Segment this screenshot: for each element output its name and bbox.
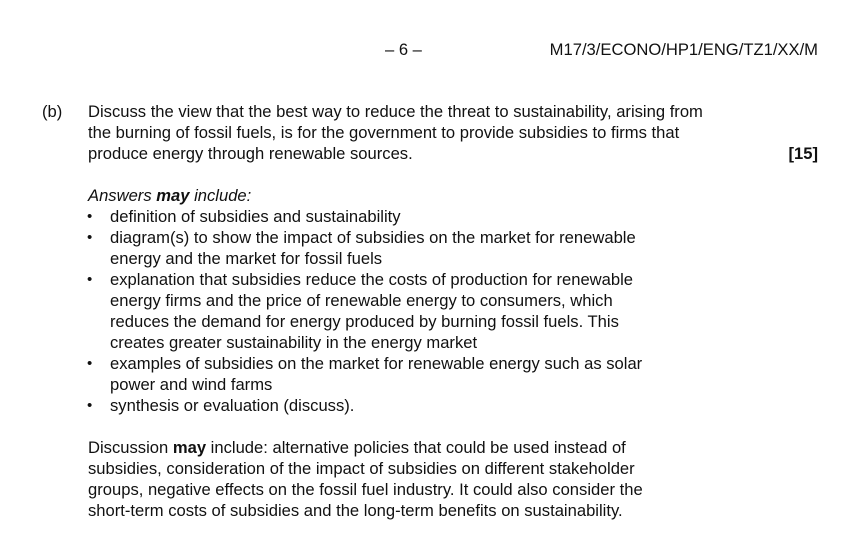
- list-item-line: power and wind farms: [110, 375, 273, 394]
- list-item-line: definition of subsidies and sustainability: [110, 207, 401, 226]
- discussion-line: groups, negative effects on the fossil fuel industry. It could also consider the: [88, 480, 643, 499]
- bullet-icon: •: [87, 229, 93, 246]
- discussion-line: [88, 437, 708, 458]
- answers-heading-post: include:: [189, 186, 252, 205]
- discussion-line: subsidies, consideration of the impact of subsidies on different stakeholder: [88, 459, 635, 478]
- bullet-icon: •: [87, 397, 93, 414]
- list-item-line: explanation that subsidies reduce the costs of production for renewable: [110, 270, 634, 289]
- list-item: [88, 269, 818, 353]
- list-item-line: diagram(s) to show the impact of subsidies on the market for renewable: [110, 228, 636, 247]
- discussion-line: short-term costs of subsidies and the long-term benefits on sustainability.: [88, 501, 623, 520]
- list-item: [88, 353, 818, 395]
- question-line: the burning of fossil fuels, is for the government to provide subsidies to firms that: [88, 123, 680, 142]
- bullet-icon: •: [87, 271, 93, 288]
- list-item: [88, 395, 818, 416]
- list-item-line: energy firms and the price of renewable energy to consumers, which: [110, 291, 613, 310]
- list-item-line: reduces the demand for energy produced by burning fossil fuels. This: [110, 312, 619, 331]
- list-item: [88, 227, 818, 269]
- page-header: [0, 39, 860, 60]
- list-item-line: examples of subsidies on the market for renewable energy such as solar: [110, 354, 643, 373]
- question-label: (b): [42, 102, 63, 121]
- answers-heading: [88, 185, 818, 206]
- bullet-icon: •: [87, 208, 93, 225]
- list-item-line: energy and the market for fossil fuels: [110, 249, 383, 268]
- list-item-line: creates greater sustainability in the energy market: [110, 333, 478, 352]
- discussion-paragraph: [88, 437, 708, 521]
- question-line: produce energy through renewable sources.: [88, 144, 413, 163]
- markscheme-content: [88, 101, 818, 521]
- marks-badge: [15]: [788, 144, 818, 163]
- discussion-pre: Discussion: [88, 438, 173, 457]
- answer-list: [88, 206, 818, 416]
- bullet-icon: •: [87, 355, 93, 372]
- page-number: – 6 –: [385, 40, 422, 59]
- paper-code: M17/3/ECONO/HP1/ENG/TZ1/XX/M: [549, 40, 818, 59]
- question-text: [88, 101, 818, 164]
- list-item-line: synthesis or evaluation (discuss).: [110, 396, 355, 415]
- discussion-emphasis: may: [172, 438, 207, 457]
- question-line: Discuss the view that the best way to reduce the threat to sustainability, arising from: [88, 102, 703, 121]
- answers-heading-pre: Answers: [88, 186, 157, 205]
- answers-heading-emphasis: may: [156, 186, 190, 205]
- list-item: [88, 206, 818, 227]
- discussion-line-rest: include: alternative policies that could be used instead of: [206, 438, 626, 457]
